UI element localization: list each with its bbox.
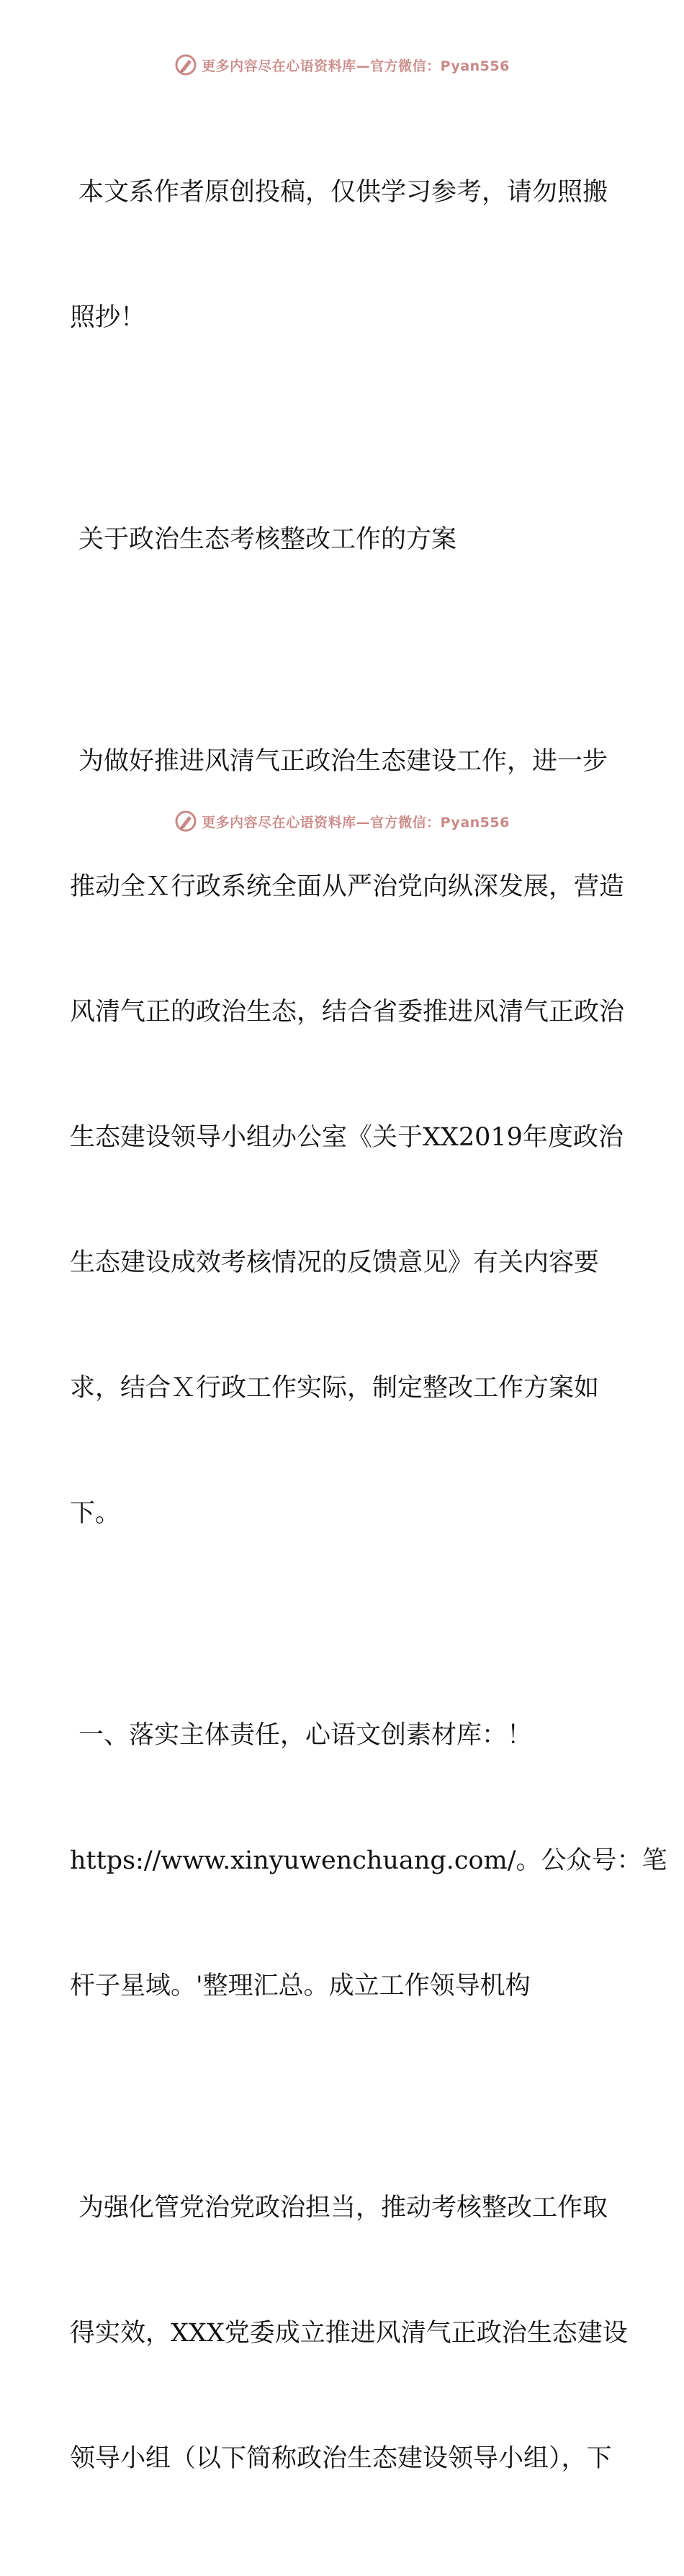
document-title bbox=[70, 435, 617, 644]
document-body bbox=[70, 88, 667, 2576]
paragraph-disclaimer bbox=[70, 88, 617, 422]
text-line: 生态建设成效考核情况的反馈意见》有关内容要 bbox=[70, 1248, 600, 1277]
text-line: https://www.xinyuwenchuang.com/。公众号：笔 bbox=[70, 1846, 667, 1875]
pen-nib-seal-icon bbox=[174, 810, 197, 833]
text-line: 生态建设领导小组办公室《关于XX2019年度政治 bbox=[70, 1123, 624, 1152]
text-line: 照抄！ bbox=[70, 303, 146, 332]
watermark-header bbox=[0, 50, 684, 79]
text-line: 一、落实主体责任，心语文创素材库：！ bbox=[78, 1721, 533, 1750]
paragraph-intro bbox=[70, 657, 625, 1618]
watermark-text-bottom: 更多内容尽在心语资料库—官方微信：Pyan556 bbox=[202, 814, 510, 831]
text-line: 领导小组（以下简称政治生态建设领导小组），下 bbox=[70, 2444, 612, 2473]
text-line: 风清气正的政治生态，结合省委推进风清气正政治 bbox=[70, 998, 625, 1027]
text-line: 求，结合Ｘ行政工作实际，制定整改工作方案如 bbox=[70, 1374, 600, 1403]
paragraph-section-1 bbox=[70, 2103, 628, 2563]
text-line: 推动全Ｘ行政系统全面从严治党向纵深发展，营造 bbox=[70, 872, 625, 901]
text-line: 得实效，XXX党委成立推进风清气正政治生态建设 bbox=[70, 2319, 628, 2348]
text-line: 为强化管党治党政治担当，推动考核整改工作取 bbox=[78, 2193, 608, 2222]
watermark-text-top: 更多内容尽在心语资料库—官方微信：Pyan556 bbox=[202, 58, 510, 74]
text-line: 为做好推进风清气正政治生态建设工作，进一步 bbox=[78, 747, 608, 776]
text-line: 杆子星域。'整理汇总。成立工作领导机构 bbox=[70, 1972, 531, 2000]
text-line: 本文系作者原创投稿，仅供学习参考，请勿照搬 bbox=[78, 178, 608, 207]
pen-nib-seal-icon bbox=[174, 53, 197, 76]
section-heading-1 bbox=[70, 1631, 667, 2090]
text-line: 关于政治生态考核整改工作的方案 bbox=[78, 525, 457, 554]
watermark-footer bbox=[0, 807, 684, 836]
text-line: 下。 bbox=[70, 1499, 121, 1528]
